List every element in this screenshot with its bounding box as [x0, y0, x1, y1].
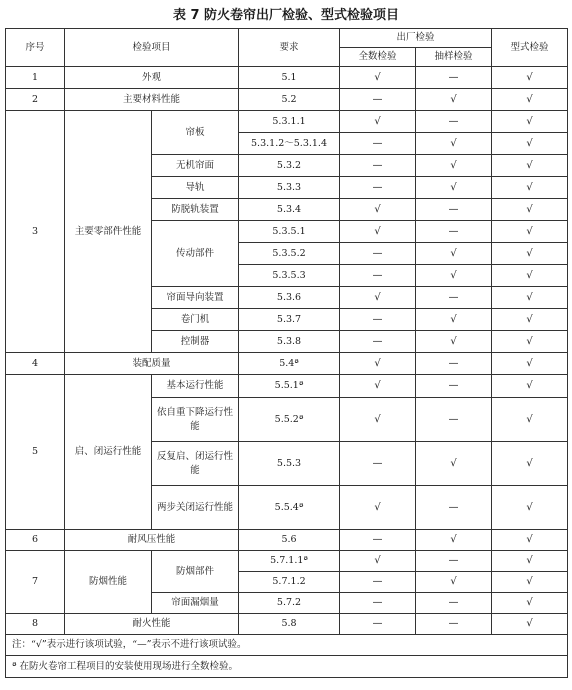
sample-cell: —	[416, 375, 492, 398]
item-cell: 防脱轨装置	[152, 199, 239, 221]
req-cell: 5.7.2	[239, 593, 340, 614]
item-cell: 外观	[65, 67, 239, 89]
sample-cell: √	[416, 133, 492, 155]
sample-cell: √	[416, 243, 492, 265]
sample-cell: —	[416, 199, 492, 221]
type-cell: √	[492, 265, 568, 287]
type-cell: √	[492, 442, 568, 486]
item-cell: 卷门机	[152, 309, 239, 331]
sample-cell: —	[416, 551, 492, 572]
full-cell: —	[340, 243, 416, 265]
req-cell: 5.1	[239, 67, 340, 89]
seq-cell: 2	[6, 89, 65, 111]
full-cell: √	[340, 67, 416, 89]
item-cell: 帘面导向装置	[152, 287, 239, 309]
full-cell: —	[340, 133, 416, 155]
type-cell: √	[492, 155, 568, 177]
full-cell: —	[340, 572, 416, 593]
type-cell: √	[492, 551, 568, 572]
item-cell: 帘面漏烟量	[152, 593, 239, 614]
sample-cell: —	[416, 111, 492, 133]
type-cell: √	[492, 199, 568, 221]
type-cell: √	[492, 331, 568, 353]
req-cell: 5.3.5.2	[239, 243, 340, 265]
req-cell: 5.3.1.1	[239, 111, 340, 133]
table-title: 表 7 防火卷帘出厂检验、型式检验项目	[172, 8, 400, 23]
item-cell: 传动部件	[152, 221, 239, 287]
type-cell: √	[492, 67, 568, 89]
sample-cell: √	[416, 442, 492, 486]
type-cell: √	[492, 593, 568, 614]
seq-cell: 4	[6, 353, 65, 375]
req-cell: 5.3.4	[239, 199, 340, 221]
full-cell: —	[340, 89, 416, 111]
req-cell: 5.3.7	[239, 309, 340, 331]
table-note: 注：“√”表示进行该项试验，“—”表示不进行该项试验。	[6, 635, 568, 656]
full-cell: —	[340, 265, 416, 287]
full-cell: —	[340, 614, 416, 635]
sample-cell: √	[416, 530, 492, 551]
header-sample: 抽样检验	[416, 48, 492, 67]
full-cell: —	[340, 309, 416, 331]
item-cell: 导轨	[152, 177, 239, 199]
full-cell: √	[340, 221, 416, 243]
table-row	[6, 353, 568, 375]
item-cell: 帘板	[152, 111, 239, 155]
header-seq: 序号	[6, 29, 65, 67]
full-cell: √	[340, 398, 416, 442]
req-cell: 5.3.6	[239, 287, 340, 309]
req-cell: 5.3.3	[239, 177, 340, 199]
req-cell: 5.3.5.3	[239, 265, 340, 287]
type-cell: √	[492, 486, 568, 530]
full-cell: —	[340, 593, 416, 614]
type-cell: √	[492, 221, 568, 243]
full-cell: —	[340, 155, 416, 177]
inspection-table	[5, 28, 568, 678]
req-cell: 5.5.1ª	[239, 375, 340, 398]
type-cell: √	[492, 572, 568, 593]
table-footnote: ª 在防火卷帘工程项目的安装使用现场进行全数检验。	[6, 656, 568, 678]
sample-cell: —	[416, 67, 492, 89]
item-cell: 基本运行性能	[152, 375, 239, 398]
sample-cell: —	[416, 614, 492, 635]
seq-cell: 8	[6, 614, 65, 635]
req-cell: 5.3.2	[239, 155, 340, 177]
full-cell: √	[340, 551, 416, 572]
type-cell: √	[492, 89, 568, 111]
type-cell: √	[492, 375, 568, 398]
item-cell: 反复启、闭运行性能	[152, 442, 239, 486]
header-item: 检验项目	[65, 29, 239, 67]
full-cell: —	[340, 442, 416, 486]
item-cell: 装配质量	[65, 353, 239, 375]
sample-cell: —	[416, 221, 492, 243]
header-factory: 出厂检验	[340, 29, 492, 48]
req-cell: 5.7.1.2	[239, 572, 340, 593]
item-cell: 两步关闭运行性能	[152, 486, 239, 530]
table-row	[6, 614, 568, 635]
type-cell: √	[492, 111, 568, 133]
item-cell: 依自重下降运行性能	[152, 398, 239, 442]
table-row	[6, 530, 568, 551]
req-cell: 5.4ª	[239, 353, 340, 375]
full-cell: —	[340, 177, 416, 199]
req-cell: 5.5.2ª	[239, 398, 340, 442]
seq-cell: 3	[6, 111, 65, 353]
sample-cell: √	[416, 177, 492, 199]
sample-cell: √	[416, 309, 492, 331]
type-cell: √	[492, 309, 568, 331]
type-cell: √	[492, 177, 568, 199]
full-cell: √	[340, 111, 416, 133]
item-cell: 防烟部件	[152, 551, 239, 593]
header-req: 要求	[239, 29, 340, 67]
header-full: 全数检验	[340, 48, 416, 67]
sample-cell: —	[416, 486, 492, 530]
table-row	[6, 111, 568, 133]
group-cell: 防烟性能	[65, 551, 152, 614]
type-cell: √	[492, 133, 568, 155]
sample-cell: √	[416, 155, 492, 177]
req-cell: 5.5.3	[239, 442, 340, 486]
full-cell: √	[340, 287, 416, 309]
type-cell: √	[492, 353, 568, 375]
req-cell: 5.3.5.1	[239, 221, 340, 243]
full-cell: √	[340, 486, 416, 530]
item-cell: 耐火性能	[65, 614, 239, 635]
item-cell: 主要材料性能	[65, 89, 239, 111]
req-cell: 5.2	[239, 89, 340, 111]
full-cell: √	[340, 353, 416, 375]
seq-cell: 6	[6, 530, 65, 551]
table-row	[6, 375, 568, 398]
req-cell: 5.6	[239, 530, 340, 551]
group-cell: 主要零部件性能	[65, 111, 152, 353]
table-row	[6, 89, 568, 111]
seq-cell: 5	[6, 375, 65, 530]
sample-cell: √	[416, 89, 492, 111]
item-cell: 耐风压性能	[65, 530, 239, 551]
type-cell: √	[492, 398, 568, 442]
req-cell: 5.3.1.2～5.3.1.4	[239, 133, 340, 155]
sample-cell: —	[416, 593, 492, 614]
sample-cell: √	[416, 572, 492, 593]
type-cell: √	[492, 530, 568, 551]
sample-cell: —	[416, 398, 492, 442]
type-cell: √	[492, 243, 568, 265]
table-row	[6, 551, 568, 572]
seq-cell: 7	[6, 551, 65, 614]
header-type: 型式检验	[492, 29, 568, 67]
sample-cell: —	[416, 353, 492, 375]
type-cell: √	[492, 614, 568, 635]
table-row	[6, 67, 568, 89]
req-cell: 5.7.1.1ª	[239, 551, 340, 572]
req-cell: 5.8	[239, 614, 340, 635]
full-cell: —	[340, 530, 416, 551]
sample-cell: √	[416, 265, 492, 287]
sample-cell: —	[416, 287, 492, 309]
group-cell: 启、闭运行性能	[65, 375, 152, 530]
type-cell: √	[492, 287, 568, 309]
full-cell: √	[340, 199, 416, 221]
req-cell: 5.5.4ª	[239, 486, 340, 530]
full-cell: —	[340, 331, 416, 353]
sample-cell: √	[416, 331, 492, 353]
item-cell: 无机帘面	[152, 155, 239, 177]
full-cell: √	[340, 375, 416, 398]
item-cell: 控制器	[152, 331, 239, 353]
req-cell: 5.3.8	[239, 331, 340, 353]
seq-cell: 1	[6, 67, 65, 89]
